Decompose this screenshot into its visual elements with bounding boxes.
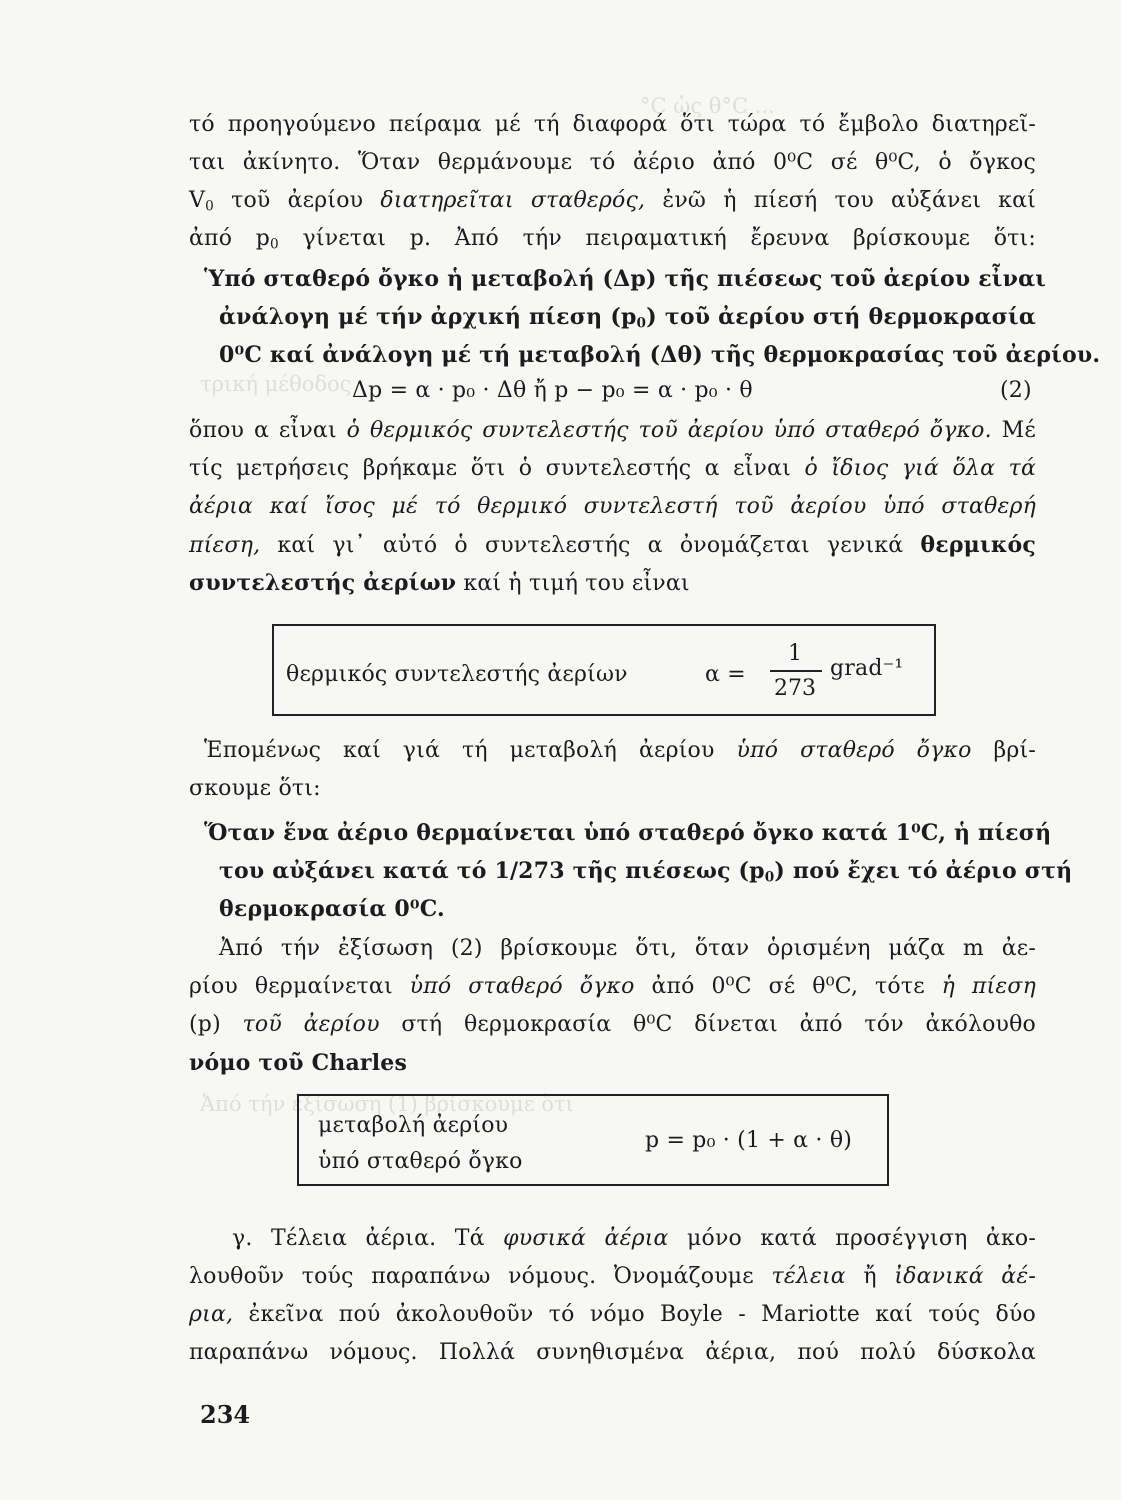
text-line: ἀπό $p_0$ γίνεται p. Ἀπό τήν πειραματική ἔρευνα βρίσκουμε ὅτι: (189, 226, 1036, 253)
law-statement: του αὐξάνει κατά τό 1/273 τῆς πιέσεως $(p_0)$ πού ἔχει τό ἀέριο στή (219, 858, 1073, 886)
charles-law-heading: νόμο τοῦ Charles (189, 1050, 408, 1076)
text-line: (p) τοῦ ἀερίου στή θερμοκρασία θ⁰C δίνεται ἀπό τόν ἀκόλουθο (189, 1012, 1036, 1037)
text-line: σκουμε ὅτι: (189, 776, 321, 801)
box-label: ὑπό σταθερό ὄγκο (318, 1149, 523, 1174)
equation-2: Δp = α · p₀ · Δθ ἤ p − p₀ = α · p₀ · θ (352, 378, 753, 403)
law-statement: Ὅταν ἕνα ἀέριο θερμαίνεται ὑπό σταθερό ὄγκο κατά 1⁰C, ἡ πίεσή (204, 820, 1052, 846)
text-line: συντελεστής ἀερίων καί ἡ τιμή του εἶναι (189, 570, 690, 596)
show-through-bleed: Ἀπό τήν ἐξίσωση (1) βρίσκουμε ὅτι (200, 1092, 574, 1116)
alpha-symbol: α = (705, 662, 746, 687)
law-statement: θερμοκρασία 0⁰C. (219, 896, 445, 922)
fraction-numerator: 1 (788, 641, 802, 666)
equation-number: (2) (1000, 378, 1032, 403)
text-line: Ἀπό τήν ἐξίσωση (2) βρίσκουμε ὅτι, ὅταν ὁρισμένη μάζα m ἀε- (219, 936, 1036, 961)
text-line: τό προηγούμενο πείραμα μέ τή διαφορά ὅτι τώρα τό ἔμβολο διατηρεῖ- (189, 112, 1036, 137)
page-number: 234 (200, 1400, 251, 1429)
text-line: λουθοῦν τούς παραπάνω νόμους. Ὀνομάζουμε τέλεια ἤ ἰδανικά ἀέ- (189, 1264, 1036, 1289)
text-line: Ἑπομένως καί γιά τή μεταβολή ἀερίου ὑπό σταθερό ὄγκο βρί- (204, 738, 1036, 763)
show-through-bleed: τρική μέθοδος (200, 372, 352, 396)
law-statement: Ὑπό σταθερό ὄγκο ἡ μεταβολή (Δp) τῆς πιέσεως τοῦ ἀερίου εἶναι (204, 266, 1047, 292)
box-label: θερμικός συντελεστής ἀερίων (286, 662, 628, 687)
text-line: ται ἀκίνητο. Ὅταν θερμάνουμε τό ἀέριο ἀπό 0⁰C σέ θ⁰C, ὁ ὄγκος (189, 150, 1036, 175)
law-statement: ἀνάλογη μέ τήν ἀρχική πίεση $(p_0)$ τοῦ ἀερίου στή θερμοκρασία (219, 304, 1036, 332)
text-line: ὅπου α εἶναι ὁ θερμικός συντελεστής τοῦ ἀερίου ὑπό σταθερό ὄγκο. Μέ (189, 418, 1036, 443)
fraction-denominator: 273 (774, 676, 816, 701)
text-line: ρια, ἐκεῖνα πού ἀκολουθοῦν τό νόμο Boyle - Mariotte καί τούς δύο (189, 1302, 1036, 1327)
text-line: γ. Τέλεια ἀέρια. Τά φυσικά ἀέρια μόνο κατά προσέγγιση ἀκο- (232, 1226, 1036, 1251)
unit: grad⁻¹ (830, 656, 904, 681)
show-through-bleed: °C ὡς θ°C ... (640, 94, 775, 118)
text-line: ἀέρια καί ἴσος μέ τό θερμικό συντελεστή τοῦ ἀερίου ὑπό σταθερή (189, 494, 1036, 519)
box-label: μεταβολή ἀερίου (318, 1113, 509, 1138)
law-statement: 0⁰C καί ἀνάλογη μέ τή μεταβολή (Δθ) τῆς θερμοκρασίας τοῦ ἀερίου. (219, 342, 1101, 368)
text-line: $V_0$ τοῦ ἀερίου διατηρεῖται σταθερός, ἐνῶ ἡ πίεσή του αὐξάνει καί (189, 188, 1036, 215)
text-line: πίεση, καί γι᾽ αὐτό ὁ συντελεστής α ὀνομάζεται γενικά θερμικός (189, 532, 1036, 558)
text-line: τίς μετρήσεις βρήκαμε ὅτι ὁ συντελεστής α εἶναι ὁ ἴδιος γιά ὅλα τά (189, 456, 1036, 481)
text-line: ρίου θερμαίνεται ὑπό σταθερό ὄγκο ἀπό 0⁰C σέ θ⁰C, τότε ἡ πίεση (189, 974, 1036, 999)
fraction-bar (770, 670, 822, 672)
charles-formula: p = p₀ · (1 + α · θ) (645, 1128, 853, 1153)
text-line: παραπάνω νόμους. Πολλά συνηθισμένα ἀέρια, πού πολύ δύσκολα (189, 1340, 1036, 1365)
